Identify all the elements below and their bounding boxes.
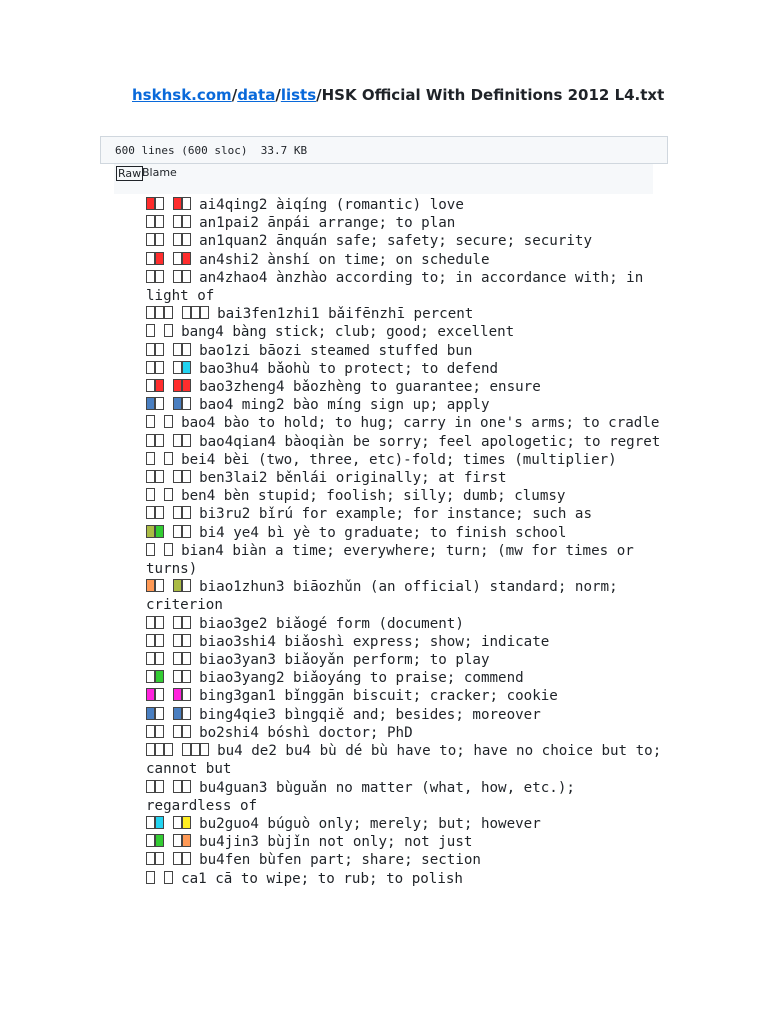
missing-glyph-box — [146, 852, 155, 865]
hanzi-glyph-group — [173, 579, 191, 595]
hanzi-glyph-group — [173, 634, 191, 650]
entry-text: bu4guan3 bùguǎn no matter (what, how, etc.); regardless of — [146, 779, 584, 814]
missing-glyph-box — [155, 306, 164, 319]
missing-glyph-box — [146, 233, 155, 246]
missing-glyph-box — [182, 725, 191, 738]
hanzi-glyph-group — [173, 215, 191, 231]
file-content — [146, 196, 670, 888]
missing-glyph-box — [146, 834, 155, 847]
hanzi-glyph-group — [146, 306, 173, 322]
entry-text: bo2shi4 bóshì doctor; PhD — [199, 724, 413, 741]
missing-glyph-box — [173, 215, 182, 228]
missing-glyph-box — [146, 652, 155, 665]
entry-text: bu4 de2 bu4 bù dé bù have to; have no choice but to; cannot but — [146, 743, 670, 778]
missing-glyph-box — [146, 816, 155, 829]
hanzi-glyph-group — [146, 871, 155, 887]
missing-glyph-box — [173, 780, 182, 793]
missing-glyph-box — [146, 634, 155, 647]
missing-glyph-box — [155, 252, 164, 265]
code-line — [146, 196, 666, 214]
missing-glyph-box — [146, 743, 155, 756]
missing-glyph-box — [173, 434, 182, 447]
missing-glyph-box — [164, 415, 173, 428]
missing-glyph-box — [182, 215, 191, 228]
hanzi-glyph-group — [164, 543, 173, 559]
hanzi-glyph-group — [146, 343, 164, 359]
file-toolbar — [114, 164, 653, 194]
missing-glyph-box — [164, 324, 173, 337]
missing-glyph-box — [173, 616, 182, 629]
code-line — [146, 742, 670, 778]
entry-text: bi4 ye4 bì yè to graduate; to finish school — [199, 524, 567, 541]
missing-glyph-box — [182, 306, 191, 319]
hanzi-glyph-group — [164, 415, 173, 431]
code-line — [146, 232, 666, 250]
hanzi-glyph-group — [146, 470, 164, 486]
code-line — [146, 342, 666, 360]
entry-text: ben3lai2 běnlái originally; at first — [199, 470, 507, 487]
code-line — [146, 724, 666, 742]
hanzi-glyph-group — [173, 725, 191, 741]
missing-glyph-box — [146, 379, 155, 392]
missing-glyph-box — [155, 343, 164, 356]
entry-text: bu4fen bùfen part; share; section — [199, 852, 481, 869]
entry-text: bao4 ming2 bào míng sign up; apply — [199, 397, 490, 414]
entry-text: bai3fen1zhi1 bǎifēnzhī percent — [217, 306, 474, 323]
missing-glyph-box — [182, 197, 191, 210]
missing-glyph-box — [173, 379, 182, 392]
missing-glyph-box — [146, 397, 155, 410]
entry-text: bao1zi bāozi steamed stuffed bun — [199, 342, 473, 359]
missing-glyph-box — [182, 252, 191, 265]
missing-glyph-box — [164, 743, 173, 756]
hanzi-glyph-group — [146, 197, 164, 213]
entry-text: ben4 bèn stupid; foolish; silly; dumb; clumsy — [181, 488, 566, 505]
missing-glyph-box — [155, 743, 164, 756]
missing-glyph-box — [164, 871, 173, 884]
hanzi-glyph-group — [173, 361, 191, 377]
missing-glyph-box — [182, 688, 191, 701]
hanzi-glyph-group — [164, 324, 173, 340]
missing-glyph-box — [146, 306, 155, 319]
hanzi-glyph-group — [164, 452, 173, 468]
hanzi-glyph-group — [146, 434, 164, 450]
entry-text: an4zhao4 ànzhào according to; in accordance with; in light of — [146, 269, 652, 305]
missing-glyph-box — [146, 488, 155, 501]
missing-glyph-box — [191, 743, 200, 756]
file-info-bar — [100, 136, 668, 164]
hanzi-glyph-group — [164, 871, 173, 887]
missing-glyph-box — [182, 579, 191, 592]
hanzi-glyph-group — [146, 324, 155, 340]
missing-glyph-box — [146, 506, 155, 519]
breadcrumb-link-data[interactable]: data — [237, 86, 276, 104]
missing-glyph-box — [182, 707, 191, 720]
code-line — [146, 396, 666, 414]
missing-glyph-box — [146, 361, 155, 374]
code-line — [146, 451, 666, 469]
code-line — [146, 414, 666, 432]
missing-glyph-box — [146, 470, 155, 483]
hanzi-glyph-group — [146, 379, 164, 395]
hanzi-glyph-group — [146, 397, 164, 413]
code-line — [146, 815, 666, 833]
missing-glyph-box — [173, 834, 182, 847]
hanzi-glyph-group — [173, 780, 191, 796]
missing-glyph-box — [155, 506, 164, 519]
missing-glyph-box — [146, 707, 155, 720]
code-line — [146, 524, 666, 542]
hanzi-glyph-group — [173, 816, 191, 832]
missing-glyph-box — [173, 725, 182, 738]
missing-glyph-box — [182, 816, 191, 829]
missing-glyph-box — [173, 634, 182, 647]
missing-glyph-box — [155, 725, 164, 738]
missing-glyph-box — [200, 306, 209, 319]
missing-glyph-box — [155, 652, 164, 665]
missing-glyph-box — [173, 670, 182, 683]
missing-glyph-box — [146, 452, 155, 465]
missing-glyph-box — [146, 616, 155, 629]
breadcrumb-sep: / — [231, 86, 238, 104]
hanzi-glyph-group — [146, 707, 164, 723]
hanzi-glyph-group — [182, 743, 209, 759]
hanzi-glyph-group — [173, 834, 191, 850]
entry-text: ca1 cā to wipe; to rub; to polish — [181, 870, 463, 887]
missing-glyph-box — [146, 252, 155, 265]
hanzi-glyph-group — [173, 197, 191, 213]
code-line — [146, 360, 666, 378]
entry-text: bao3hu4 bǎohù to protect; to defend — [199, 360, 499, 377]
code-line — [146, 433, 666, 451]
hanzi-glyph-group — [173, 852, 191, 868]
missing-glyph-box — [173, 506, 182, 519]
hanzi-glyph-group — [146, 452, 155, 468]
hanzi-glyph-group — [146, 415, 155, 431]
missing-glyph-box — [155, 616, 164, 629]
missing-glyph-box — [146, 525, 155, 538]
hanzi-glyph-group — [173, 506, 191, 522]
missing-glyph-box — [182, 343, 191, 356]
missing-glyph-box — [173, 525, 182, 538]
hanzi-glyph-group — [146, 525, 164, 541]
missing-glyph-box — [173, 343, 182, 356]
missing-glyph-box — [173, 652, 182, 665]
missing-glyph-box — [182, 834, 191, 847]
missing-glyph-box — [146, 871, 155, 884]
code-line — [146, 687, 666, 705]
missing-glyph-box — [155, 470, 164, 483]
code-line — [146, 542, 666, 578]
missing-glyph-box — [155, 780, 164, 793]
missing-glyph-box — [173, 852, 182, 865]
hanzi-glyph-group — [146, 543, 155, 559]
hanzi-glyph-group — [173, 434, 191, 450]
hanzi-glyph-group — [173, 343, 191, 359]
missing-glyph-box — [182, 233, 191, 246]
missing-glyph-box — [155, 197, 164, 210]
missing-glyph-box — [146, 434, 155, 447]
missing-glyph-box — [164, 488, 173, 501]
missing-glyph-box — [182, 397, 191, 410]
missing-glyph-box — [146, 725, 155, 738]
missing-glyph-box — [182, 743, 191, 756]
hanzi-glyph-group — [173, 616, 191, 632]
missing-glyph-box — [173, 579, 182, 592]
missing-glyph-box — [173, 816, 182, 829]
code-line — [146, 779, 666, 815]
missing-glyph-box — [182, 780, 191, 793]
hanzi-glyph-group — [146, 488, 155, 504]
entry-text: bing4qie3 bìngqiě and; besides; moreover — [199, 706, 541, 723]
missing-glyph-box — [155, 634, 164, 647]
missing-glyph-box — [146, 688, 155, 701]
code-line — [146, 378, 666, 396]
missing-glyph-box — [155, 434, 164, 447]
code-line — [146, 469, 666, 487]
hanzi-glyph-group — [146, 506, 164, 522]
hanzi-glyph-group — [173, 670, 191, 686]
file-path-title — [132, 86, 672, 104]
missing-glyph-box — [146, 670, 155, 683]
code-line — [146, 870, 666, 888]
hanzi-glyph-group — [146, 852, 164, 868]
missing-glyph-box — [146, 543, 155, 556]
missing-glyph-box — [155, 397, 164, 410]
missing-glyph-box — [155, 707, 164, 720]
missing-glyph-box — [182, 379, 191, 392]
code-line — [146, 615, 666, 633]
code-line — [146, 505, 666, 523]
missing-glyph-box — [146, 215, 155, 228]
code-line — [146, 251, 666, 269]
missing-glyph-box — [146, 270, 155, 283]
entry-text: biao1zhun3 biāozhǔn (an official) standard; norm; criterion — [146, 579, 627, 614]
hanzi-glyph-group — [146, 634, 164, 650]
code-line — [146, 305, 666, 323]
missing-glyph-box — [173, 470, 182, 483]
hanzi-glyph-group — [146, 743, 173, 759]
code-line — [146, 633, 666, 651]
hanzi-glyph-group — [146, 688, 164, 704]
hanzi-glyph-group — [173, 707, 191, 723]
missing-glyph-box — [182, 670, 191, 683]
missing-glyph-box — [146, 415, 155, 428]
hanzi-glyph-group — [146, 780, 164, 796]
entry-text: bi3ru2 bǐrú for example; for instance; such as — [199, 506, 593, 523]
missing-glyph-box — [155, 215, 164, 228]
missing-glyph-box — [155, 834, 164, 847]
missing-glyph-box — [182, 434, 191, 447]
missing-glyph-box — [164, 452, 173, 465]
missing-glyph-box — [155, 270, 164, 283]
code-line — [146, 578, 666, 614]
breadcrumb-link-site[interactable]: hskhsk.com — [132, 86, 232, 104]
missing-glyph-box — [155, 670, 164, 683]
breadcrumb-link-lists[interactable]: lists — [280, 86, 317, 104]
missing-glyph-box — [173, 361, 182, 374]
missing-glyph-box — [200, 743, 209, 756]
missing-glyph-box — [155, 379, 164, 392]
hanzi-glyph-group — [173, 252, 191, 268]
breadcrumb-sep: / — [316, 86, 322, 104]
hanzi-glyph-group — [146, 670, 164, 686]
missing-glyph-box — [191, 306, 200, 319]
hanzi-glyph-group — [146, 652, 164, 668]
blame-button[interactable]: Blame — [142, 166, 177, 179]
missing-glyph-box — [182, 361, 191, 374]
hanzi-glyph-group — [173, 270, 191, 286]
entry-text: biao3shi4 biǎoshì express; show; indicate — [199, 633, 550, 650]
hanzi-glyph-group — [146, 816, 164, 832]
entry-text: bu4jin3 bùjǐn not only; not just — [199, 834, 473, 851]
missing-glyph-box — [173, 688, 182, 701]
missing-glyph-box — [182, 616, 191, 629]
code-line — [146, 833, 666, 851]
hanzi-glyph-group — [173, 233, 191, 249]
code-line — [146, 851, 666, 869]
file-name: HSK Official With Definitions 2012 L4.txt — [321, 86, 665, 104]
missing-glyph-box — [182, 652, 191, 665]
missing-glyph-box — [182, 270, 191, 283]
missing-glyph-box — [173, 270, 182, 283]
hanzi-glyph-group — [173, 379, 191, 395]
missing-glyph-box — [155, 579, 164, 592]
missing-glyph-box — [155, 361, 164, 374]
missing-glyph-box — [182, 525, 191, 538]
missing-glyph-box — [173, 197, 182, 210]
missing-glyph-box — [173, 233, 182, 246]
missing-glyph-box — [173, 252, 182, 265]
code-line — [146, 669, 666, 687]
hanzi-glyph-group — [146, 579, 164, 595]
entry-text: ai4qing2 àiqíng (romantic) love — [199, 197, 464, 213]
entry-text: biao3ge2 biǎogé form (document) — [199, 615, 464, 632]
hanzi-glyph-group — [146, 361, 164, 377]
missing-glyph-box — [146, 780, 155, 793]
hanzi-glyph-group — [146, 725, 164, 741]
code-line — [146, 214, 666, 232]
hanzi-glyph-group — [146, 270, 164, 286]
code-line — [146, 651, 666, 669]
breadcrumb-sep: / — [275, 86, 281, 104]
entry-text: bao4 bào to hold; to hug; carry in one's arms; to cradle — [181, 415, 660, 432]
missing-glyph-box — [182, 634, 191, 647]
code-line — [146, 269, 666, 305]
missing-glyph-box — [173, 707, 182, 720]
missing-glyph-box — [155, 688, 164, 701]
missing-glyph-box — [164, 543, 173, 556]
entry-text: an1pai2 ānpái arrange; to plan — [199, 215, 456, 232]
hanzi-glyph-group — [173, 525, 191, 541]
hanzi-glyph-group — [173, 397, 191, 413]
missing-glyph-box — [146, 343, 155, 356]
entry-text: bian4 biàn a time; everywhere; turn; (mw for times or turns) — [146, 542, 643, 578]
missing-glyph-box — [164, 306, 173, 319]
entry-text: an1quan2 ānquán safe; safety; secure; security — [199, 233, 593, 250]
missing-glyph-box — [155, 816, 164, 829]
hanzi-glyph-group — [146, 252, 164, 268]
entry-text: bing3gan1 bǐnggān biscuit; cracker; cookie — [199, 688, 558, 705]
hanzi-glyph-group — [146, 215, 164, 231]
code-line — [146, 706, 666, 724]
entry-text: an4shi2 ànshí on time; on schedule — [199, 251, 490, 268]
hanzi-glyph-group — [146, 233, 164, 249]
missing-glyph-box — [182, 852, 191, 865]
hanzi-glyph-group — [173, 688, 191, 704]
missing-glyph-box — [155, 233, 164, 246]
hanzi-glyph-group — [146, 834, 164, 850]
missing-glyph-box — [173, 397, 182, 410]
entry-text: bao3zheng4 bǎozhèng to guarantee; ensure — [199, 379, 541, 396]
missing-glyph-box — [146, 579, 155, 592]
missing-glyph-box — [146, 197, 155, 210]
missing-glyph-box — [146, 324, 155, 337]
entry-text: bu2guo4 búguò only; merely; but; however — [199, 815, 541, 832]
missing-glyph-box — [182, 506, 191, 519]
missing-glyph-box — [155, 852, 164, 865]
hanzi-glyph-group — [173, 652, 191, 668]
code-line — [146, 323, 666, 341]
code-line — [146, 487, 666, 505]
file-size: 33.7 KB — [260, 144, 308, 157]
entry-text: bang4 bàng stick; club; good; excellent — [181, 324, 515, 341]
hanzi-glyph-group — [182, 306, 209, 322]
hanzi-glyph-group — [146, 616, 164, 632]
entry-text: biao3yan3 biǎoyǎn perform; to play — [199, 652, 490, 669]
missing-glyph-box — [182, 470, 191, 483]
missing-glyph-box — [155, 525, 164, 538]
entry-text: biao3yang2 biǎoyáng to praise; commend — [199, 670, 524, 687]
entry-text: bao4qian4 bàoqiàn be sorry; feel apologetic; to regret — [199, 433, 661, 450]
raw-button[interactable]: Raw — [118, 167, 142, 180]
hanzi-glyph-group — [173, 470, 191, 486]
entry-text: bei4 bèi (two, three, etc)-fold; times (multiplier) — [181, 451, 617, 468]
hanzi-glyph-group — [164, 488, 173, 504]
line-count: 600 lines (600 sloc) — [115, 144, 248, 157]
